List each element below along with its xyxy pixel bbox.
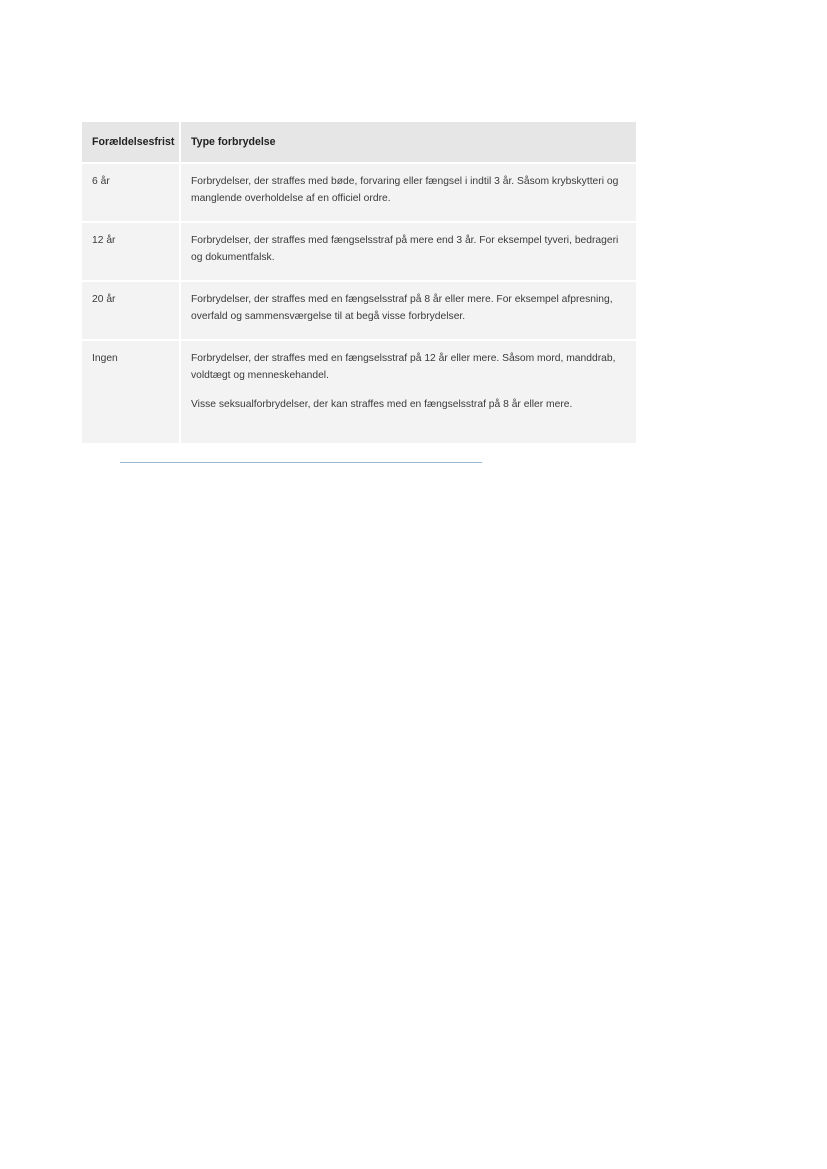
description-cell (181, 164, 636, 223)
header-crime-type: Type forbrydelse (181, 122, 636, 164)
footnote-separator-line (120, 462, 482, 463)
description-text: Forbrydelser, der straffes med bøde, forvaring eller fængsel i indtil 3 år. Såsom krybskytteri og manglende overholdelse af en officiel ordre. (191, 176, 619, 204)
period-cell: 12 år (82, 223, 181, 282)
period-cell: Ingen (82, 341, 181, 443)
statute-of-limitations-table (82, 122, 636, 443)
description-text: Visse seksualforbrydelser, der kan straffes med en fængselsstraf på 8 år eller mere. (191, 399, 573, 410)
description-text: Forbrydelser, der straffes med fængselsstraf på mere end 3 år. For eksempel tyveri, bedrageri og dokumentfalsk. (191, 235, 619, 263)
description-cell (181, 223, 636, 282)
table-row (82, 223, 636, 282)
table-header-row (82, 122, 636, 164)
description-text: Forbrydelser, der straffes med en fængselsstraf på 12 år eller mere. Såsom mord, manddrab, voldtægt og menneskehandel. (191, 353, 616, 381)
period-cell: 6 år (82, 164, 181, 223)
table-row (82, 164, 636, 223)
description-cell (181, 341, 636, 443)
period-cell: 20 år (82, 282, 181, 341)
statute-of-limitations-table-wrapper (82, 122, 636, 443)
table-row (82, 282, 636, 341)
description-cell (181, 282, 636, 341)
table-row (82, 341, 636, 443)
description-text: Forbrydelser, der straffes med en fængselsstraf på 8 år eller mere. For eksempel afpresning, overfald og sammensværgelse til at begå visse forbrydelser. (191, 294, 613, 322)
header-limitation-period: Forældelsesfrist (82, 122, 181, 164)
